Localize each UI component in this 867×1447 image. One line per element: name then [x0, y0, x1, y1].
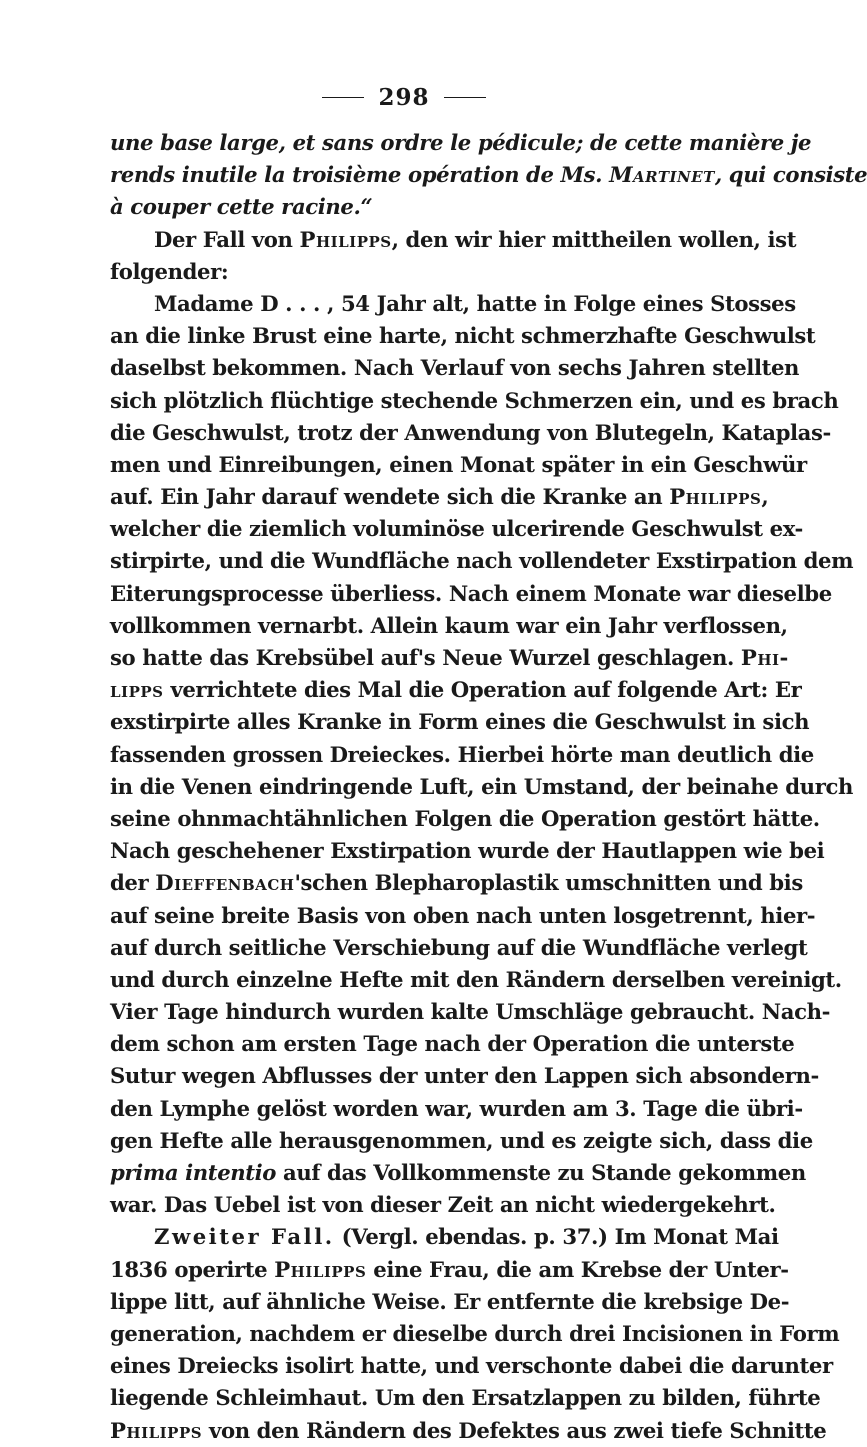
text-segment: Vier Tage hindurch wurden kalte Umschläge gebraucht. Nach-: [110, 999, 830, 1025]
text-line: [110, 1286, 790, 1318]
text-segment: auf das Vollkommenste zu Stande gekommen: [276, 1160, 806, 1185]
text-line: [110, 1382, 821, 1414]
text-segment: Philipps: [669, 484, 762, 510]
text-line: [110, 578, 832, 610]
text-segment: vollkommen vernarbt. Allein kaum war ein Jahr verflossen,: [110, 612, 788, 638]
text-segment: gen Hefte alle herausgenommen, und es zeigte sich, dass die: [110, 1127, 813, 1153]
text-line: [110, 1254, 789, 1286]
text-line: [110, 996, 830, 1028]
text-segment: Phi-: [740, 645, 789, 670]
text-segment: welcher die ziemlich voluminöse ulcerirende Geschwulst ex-: [110, 516, 803, 542]
text-segment: dem schon am ersten Tage nach der Operation die unterste: [110, 1031, 795, 1057]
text-segment: Madame D . . . , 54 Jahr alt, hatte in Folge eines Stosses: [154, 290, 796, 316]
text-segment: lippe litt, auf ähnliche Weise. Er entfernte die krebsige De-: [110, 1288, 790, 1314]
text-segment: Nach geschehener Exstirpation wurde der Hautlappen wie bei: [110, 838, 825, 864]
text-line: [110, 674, 802, 706]
text-segment: der: [110, 870, 156, 896]
text-segment: auf durch seitliche Verschiebung auf die Wundfläche verlegt: [110, 934, 808, 960]
text-line: [110, 481, 769, 513]
text-line: [110, 1157, 806, 1189]
page-number: 298: [378, 84, 430, 111]
text-line: [110, 288, 796, 320]
text-line: [110, 739, 814, 771]
text-segment: daselbst bekommen. Nach Verlauf von sechs Jahren stellten: [110, 355, 800, 381]
text-segment: Philipps: [110, 1417, 203, 1443]
text-segment: eines Dreiecks isolirt hatte, und verschonte dabei die darunter: [110, 1353, 833, 1379]
text-line: [110, 513, 803, 545]
text-segment: (Vergl. ebendas. p. 37.) Im Monat Mai: [334, 1224, 779, 1250]
page-header: [110, 84, 698, 111]
text-segment: sich plötzlich flüchtige stechende Schmerzen ein, und es brach: [110, 387, 839, 413]
text-segment: Sutur wegen Abflusses der unter den Lappen sich absondern-: [110, 1063, 819, 1089]
text-line: [110, 224, 797, 256]
text-segment: prima intentio: [110, 1160, 277, 1185]
text-line: [110, 642, 789, 674]
text-line: [110, 835, 825, 867]
book-page: [110, 84, 867, 1447]
text-segment: verrichtete dies Mal die Operation auf folgende Art: Er: [163, 677, 802, 703]
text-segment: auf. Ein Jahr darauf wendete sich die Kranke an: [110, 484, 670, 510]
text-segment: à couper cette racine.“: [110, 194, 373, 220]
text-segment: Der Fall von: [154, 226, 300, 252]
text-line: [110, 964, 842, 996]
header-rule-right: [444, 97, 486, 99]
text-segment: 1836 operirte: [110, 1256, 275, 1282]
text-line: [110, 1028, 795, 1060]
text-line: [110, 385, 839, 417]
text-segment: Philipps: [274, 1256, 367, 1282]
text-segment: war. Das Uebel ist von dieser Zeit an nicht wiedergekehrt.: [110, 1192, 776, 1218]
text-line: [110, 545, 854, 577]
text-line: [110, 803, 820, 835]
text-line: [110, 159, 867, 191]
text-segment: seine ohnmachtähnlichen Folgen die Operation gestört hätte.: [110, 805, 820, 831]
text-segment: an die linke Brust eine harte, nicht schmerzhafte Geschwulst: [110, 323, 816, 349]
text-segment: und durch einzelne Hefte mit den Rändern derselben vereinigt.: [110, 966, 842, 992]
text-segment: , den wir hier mittheilen wollen, ist: [391, 226, 797, 252]
text-segment: stirpirte, und die Wundfläche nach vollendeter Exstirpation dem: [110, 548, 854, 574]
text-segment: in die Venen eindringende Luft, ein Umstand, der beinahe durch: [110, 773, 853, 799]
text-segment: Eiterungsprocesse überliess. Nach einem Monate war dieselbe: [110, 580, 832, 606]
text-line: [110, 1093, 803, 1125]
text-line: [110, 1415, 827, 1447]
text-line: [110, 1189, 776, 1221]
header-rule-left: [322, 97, 364, 99]
text-segment: eine Frau, die am Krebse der Unter-: [366, 1256, 789, 1282]
text-segment: exstirpirte alles Kranke in Form eines die Geschwulst in sich: [110, 709, 810, 735]
text-segment: 'schen Blepharoplastik umschnitten und bis: [294, 870, 803, 896]
text-segment: die Geschwulst, trotz der Anwendung von Blutegeln, Kataplas-: [110, 419, 831, 445]
text-line: [110, 127, 812, 159]
text-line: [110, 1318, 840, 1350]
text-line: [110, 706, 810, 738]
text-segment: Martinet: [609, 162, 715, 188]
text-segment: liegende Schleimhaut. Um den Ersatzlappen zu bilden, führte: [110, 1385, 821, 1411]
text-line: [110, 256, 698, 288]
text-line: [110, 867, 803, 899]
text-line: [110, 417, 831, 449]
text-segment: den Lymphe gelöst worden war, wurden am 3. Tage die übri-: [110, 1095, 803, 1121]
text-line: [110, 771, 853, 803]
text-segment: Zweiter Fall.: [154, 1224, 335, 1250]
text-segment: fassenden grossen Dreieckes. Hierbei hörte man deutlich die: [110, 741, 814, 767]
text-segment: folgender:: [110, 258, 229, 284]
text-segment: generation, nachdem er dieselbe durch drei Incisionen in Form: [110, 1320, 840, 1346]
text-line: [110, 1060, 819, 1092]
text-line: [110, 352, 800, 384]
text-line: [110, 320, 816, 352]
text-segment: so hatte das Krebsübel auf's Neue Wurzel geschlagen.: [110, 645, 741, 670]
text-line: [110, 449, 807, 481]
text-segment: von den Rändern des Defektes aus zwei tiefe Schnitte: [202, 1417, 827, 1443]
text-line: [110, 1125, 813, 1157]
text-line: [110, 191, 698, 223]
text-segment: men und Einreibungen, einen Monat später in ein Geschwür: [110, 451, 807, 477]
text-line: [110, 900, 816, 932]
text-segment: Dieffenbach: [155, 870, 295, 896]
text-segment: auf seine breite Basis von oben nach unten losgetrennt, hier-: [110, 902, 816, 928]
text-segment: lipps: [110, 677, 164, 703]
text-line: [110, 1350, 833, 1382]
text-line: [110, 1221, 779, 1253]
body-text: [110, 127, 867, 1447]
text-segment: une base large, et sans ordre le pédicule; de cette manière je: [110, 130, 812, 155]
text-segment: Philipps: [299, 226, 392, 252]
text-segment: ,: [761, 484, 769, 510]
text-segment: , qui consiste: [714, 162, 867, 188]
text-line: [110, 610, 788, 642]
text-segment: rends inutile la troisième opération de Ms.: [110, 162, 610, 188]
text-line: [110, 932, 808, 964]
